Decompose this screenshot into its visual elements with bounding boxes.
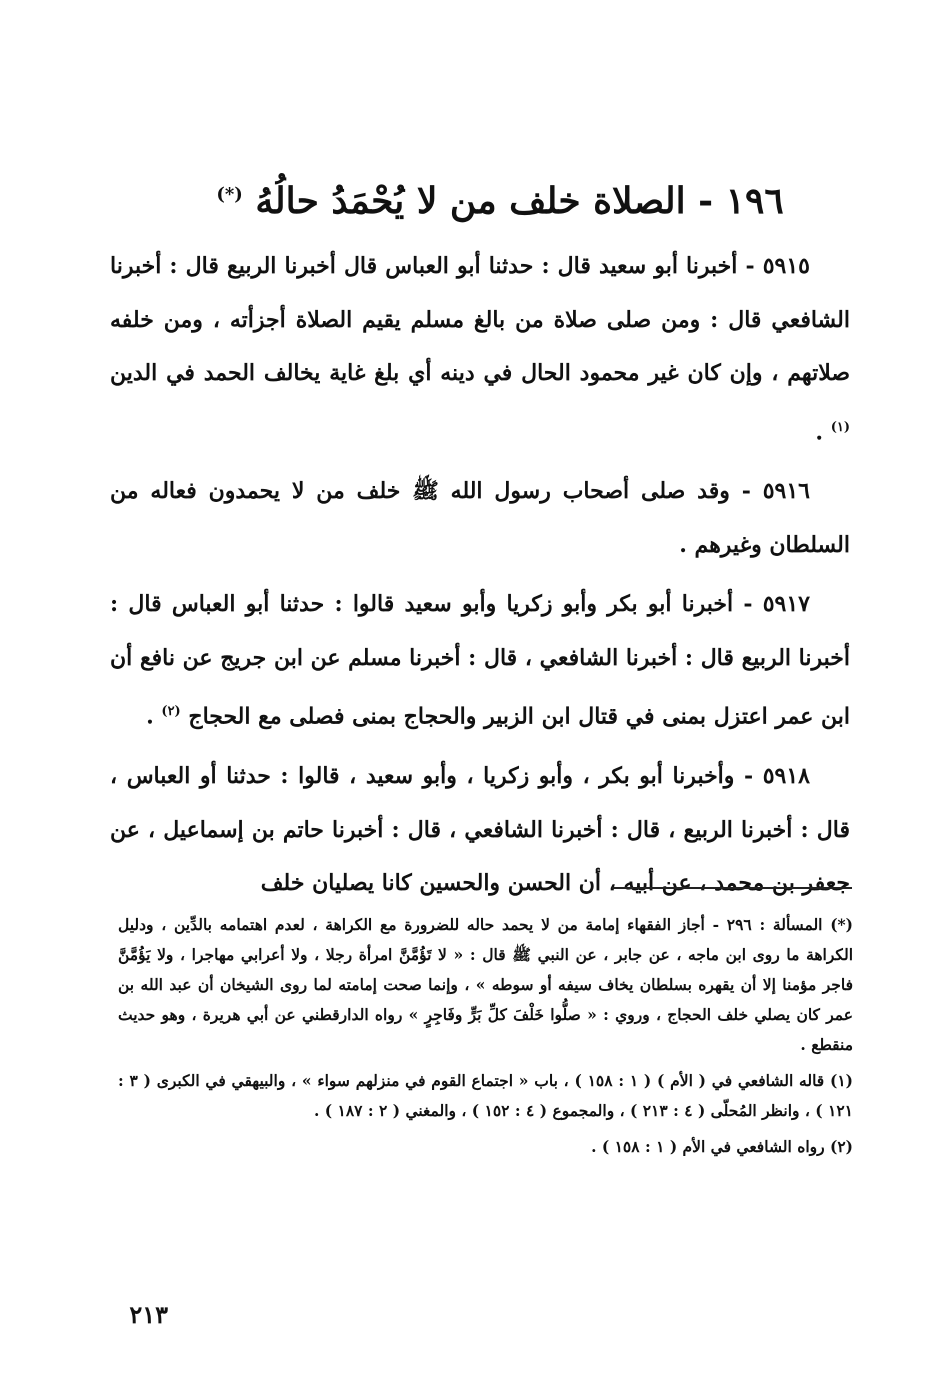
paragraph-text: ٥٩١٥ - أخبرنا أبو سعيد قال : حدثنا أبو العباس قال أخبرنا الربيع قال : أخبرنا الشافعي قال : ومن صلى صلاة من بالغ مسلم يقيم الصلاة أجزأته ، ومن خلفه صلاتهم ، وإن كان غير محمود الحال في دينه أي بلغ غاية يخالف الحمد في الدين [110,253,850,386]
paragraph-text: ٥٩١٨ - وأخبرنا أبو بكر ، وأبو زكريا ، وأبو سعيد ، قالوا : حدثنا أو العباس ، قال : أخبرنا الربيع ، قال : أخبرنا الشافعي ، قال : أخبرنا حاتم بن إسماعيل ، عن جعفر بن محمد ، عن أبيه ، أن الحسن والحسين كانا يصليان خلف [110,763,850,897]
footnote-divider [612,887,852,889]
footnotes [118,910,853,1168]
footnote-2: (٢) رواه الشافعي في الأم ( ١ : ١٥٨ ) . [591,1137,853,1156]
chapter-title-text: ١٩٦ - الصلاة خلف من لا يُحْمَدُ حالُهُ [255,180,784,222]
paragraph-end: . [146,703,162,730]
paragraph-5915 [110,240,850,459]
footnote-ref: (٢) [161,704,181,720]
paragraph-text: ٥٩١٧ - أخبرنا أبو بكر وأبو زكريا وأبو سعيد قالوا : حدثنا أبو العباس قال : أخبرنا الربيع قال : أخبرنا الشافعي ، قال : أخبرنا مسلم عن ابن جريج عن نافع أن ابن عمر اعتزل بمنى في قتال ابن الزبير والحجاج بمنى فصلى مع الحجاج [110,591,850,730]
chapter-note-mark: (*) [216,184,243,205]
paragraph-text: ٥٩١٦ - وقد صلى أصحاب رسول الله ﷺ خلف من لا يحمدون فعاله من السلطان وغيرهم . [110,478,850,558]
footnote-star: (*) المسألة : ٢٩٦ - أجاز الفقهاء إمامة من لا يحمد حاله للضرورة مع الكراهة ، لعدم اهتمامه بالدِّين ، ودليل الكراهة ما روى ابن ماجه ، عن جابر ، عن النبي ﷺ قال : « لا تَؤُمَّنَّ امرأة رجلا ، ولا أعرابي مهاجرا ، ولا يَؤُمَّنَّ فاجر مؤمنا إلا أن يقهره بسلطان يخاف سيفه أو سوطه » ، وإنما صحت إمامته لما روى الشيخان أن عبد الله بن عمر كان يصلي خلف الحجاج ، وروي : « صلُّوا خَلْفَ كلِّ بَرٍّ وفَاجِرٍ » رواه الدارقطني عن أبي هريرة ، وهو حديث منقطع . [118,915,853,1054]
page-number: ٢١٣ [129,1300,168,1329]
main-text [110,240,850,917]
paragraph-end: . [815,418,831,445]
footnote-ref: (١) [830,419,850,435]
paragraph-5916 [110,465,850,572]
paragraph-5917 [110,578,850,744]
chapter-title [150,160,850,236]
footnote-1: (١) قاله الشافعي في ( الأم ) ( ١ : ١٥٨ ) ، باب « اجتماع القوم في منزلهم سواء » ، والبيهقي في الكبرى ( ٣ : ١٢١ ) ، وانظر المُحلّى ( ٤ : ٢١٣ ) ، والمجموع ( ٤ : ١٥٢ ) ، والمغني ( ٢ : ١٨٧ ) . [118,1071,853,1120]
